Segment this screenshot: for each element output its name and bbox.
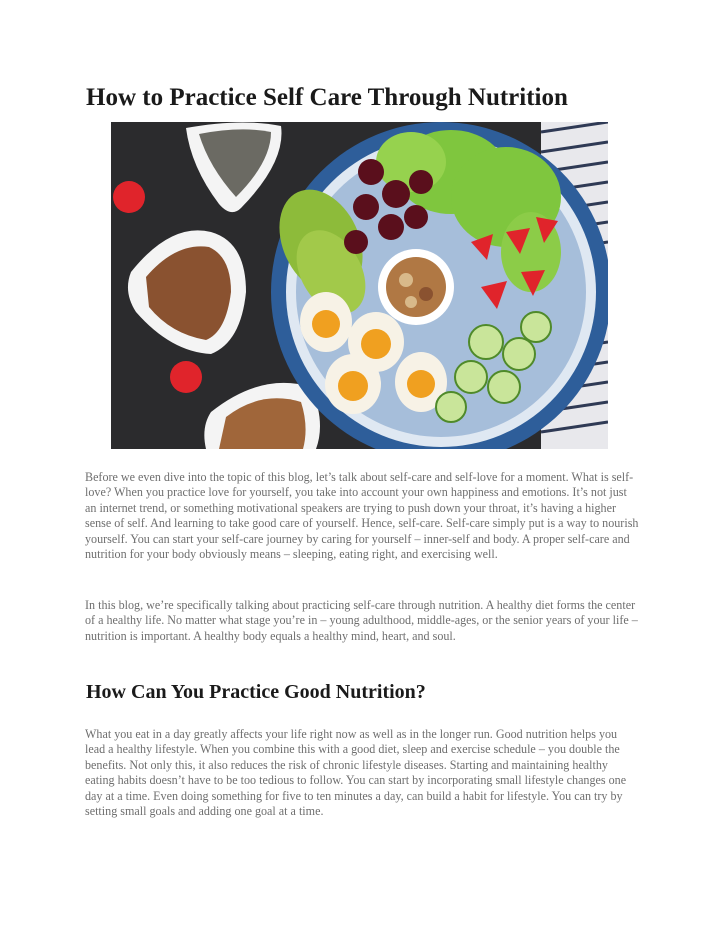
- strawberry-left-2: [170, 361, 202, 393]
- intro-paragraph: Before we even dive into the topic of this blog, let’s talk about self-care and self-love for a moment. What is self-love? When you practice love for yourself, you take into account your own happiness and emotions. It’s not just an internet trend, or something motivational speakers are trying to push down your throat, it’s having a higher sense of self. And learning to take good care of yourself. Hence, self-care. Self-care simply put is a way to nourish yourself. You can start your self-care journey by caring for yourself – inner-self and body. A proper self-care and nutrition for your body obviously means – sleeping, eating right, and exercising well.: [85, 470, 639, 562]
- article-title: How to Practice Self Care Through Nutrition: [86, 84, 568, 111]
- nut-bowl-center: [378, 249, 454, 325]
- strawberry-left-1: [113, 181, 145, 213]
- healthy-food-photo: [111, 122, 608, 449]
- body-paragraph: In this blog, we’re specifically talking about practicing self-care through nutrition. A healthy diet forms the center of a healthy life. No matter what stage you’re in – young adulthood, middle-ages, or the senior years of your life – nutrition is important. A healthy body equals a healthy mind, heart, and soul.: [85, 598, 638, 643]
- section-heading: How Can You Practice Good Nutrition?: [86, 681, 426, 703]
- section-paragraph: What you eat in a day greatly affects your life right now as well as in the longer run. Good nutrition helps you lead a healthy lifestyle. When you combine this with a good diet, sleep and exercise schedule – you double the benefits. Not only this, it also reduces the risk of chronic lifestyle diseases. Starting and maintaining healthy eating habits doesn’t have to be too tedious to follow. You can start by incorporating small lifestyle changes one day at a time. Even doing something for five to ten minutes a day, can build a habit for lifestyle. You can try by setting small goals and adding one goal at a time.: [85, 727, 627, 819]
